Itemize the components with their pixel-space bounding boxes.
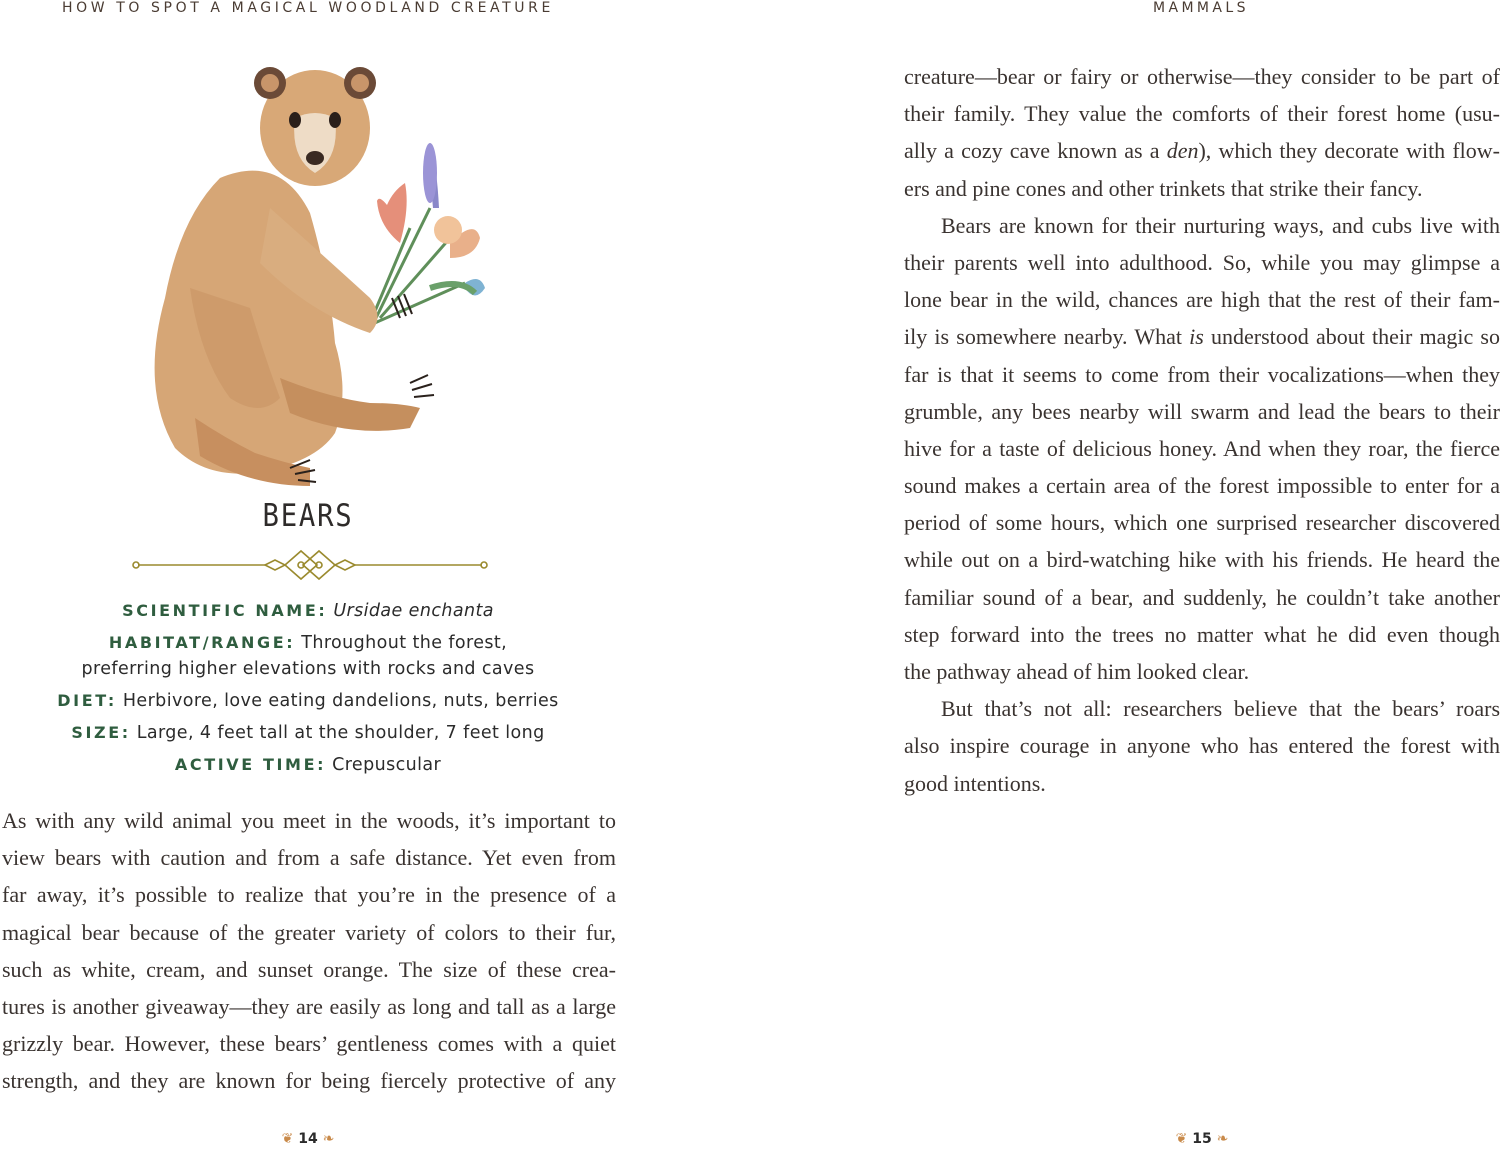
page-number: 15 — [1192, 1131, 1212, 1147]
fact-value: Crepuscular — [332, 755, 442, 775]
leaf-ornament-icon: ❧ — [1216, 1131, 1229, 1147]
fact-label: SCIENTIFIC NAME: — [122, 601, 328, 620]
running-head-right: MAMMALS — [1153, 0, 1249, 16]
fact-value: Large, 4 feet tall at the shoulder, 7 feet long — [136, 723, 545, 743]
leaf-ornament-icon: ❦ — [281, 1131, 294, 1147]
text-line: good intentions. — [904, 770, 1046, 796]
page-number-left — [278, 1131, 338, 1147]
text-line: As with any wild animal you meet in the woods, it’s important to — [2, 808, 616, 833]
fact-diet — [0, 688, 616, 714]
text-line: lone bear in the wild, chances are high that the rest of their fam- — [904, 287, 1500, 313]
page-number-right — [1172, 1131, 1232, 1147]
leaf-ornament-icon: ❧ — [322, 1131, 335, 1147]
text-line: while out on a bird-watching hike with his friends. He heard the — [904, 547, 1500, 573]
text-line: creature—bear or fairy or otherwise—they consider to be part of — [904, 64, 1500, 89]
running-head-left: HOW TO SPOT A MAGICAL WOODLAND CREATURE — [62, 0, 554, 16]
fact-value: Throughout the forest, — [301, 633, 508, 653]
text-line: their family. They value the comforts of their forest home (usu- — [904, 101, 1500, 127]
fact-label: ACTIVE TIME: — [174, 755, 327, 774]
text-line: such as white, cream, and sunset orange. The size of these crea- — [2, 956, 616, 982]
text-run: ally a cozy cave known as a — [904, 138, 1167, 164]
text-line: step forward into the trees no matter what he did even though — [904, 621, 1500, 647]
text-line — [904, 318, 1500, 355]
text-line — [904, 132, 1500, 169]
text-line: period of some hours, which one surprised researcher discovered — [904, 510, 1500, 536]
text-line: sound makes a certain area of the forest impossible to enter for a — [904, 473, 1500, 499]
text-run: ), which they decorate with flow- — [1198, 138, 1500, 164]
text-line: grumble, any bees nearby will swarm and lead the bears to their — [904, 398, 1500, 424]
fact-size — [0, 720, 616, 746]
page-number: 14 — [298, 1131, 318, 1147]
text-line: grizzly bear. However, these bears’ gentleness comes with a quiet — [2, 1031, 616, 1057]
fact-value: Herbivore, love eating dandelions, nuts, berries — [122, 691, 559, 711]
fact-label: DIET: — [57, 691, 117, 710]
text-line: far is that it seems to come from their vocalizations—when they — [904, 361, 1500, 387]
text-run: ily is somewhere nearby. What — [904, 324, 1190, 350]
text-line: magical bear because of the greater variety of colors to their fur, — [2, 919, 616, 945]
bear-illustration — [130, 58, 500, 498]
fact-value: Ursidae enchanta — [333, 601, 494, 621]
fact-scientific-name — [0, 598, 616, 624]
text-line: familiar sound of a bear, and suddenly, he couldn’t take another — [904, 584, 1500, 610]
fact-value: preferring higher elevations with rocks and caves — [81, 659, 535, 679]
ornament-divider — [130, 548, 490, 582]
fact-habitat-continued — [0, 656, 616, 682]
emphasis-text: is — [1189, 324, 1204, 350]
text-line: Bears are known for their nurturing ways, and cubs live with — [941, 212, 1500, 238]
fact-label: HABITAT/RANGE: — [108, 633, 296, 652]
text-line: But that’s not all: researchers believe that the bears’ roars — [941, 696, 1500, 722]
fact-habitat — [0, 630, 616, 656]
text-line: hive for a taste of delicious honey. And when they roar, the fierce — [904, 435, 1500, 461]
text-line: strength, and they are known for being fiercely protective of any — [2, 1068, 616, 1094]
text-line: also inspire courage in anyone who has entered the forest with — [904, 733, 1500, 759]
body-text-left — [2, 802, 616, 1100]
text-line: the pathway ahead of him looked clear. — [904, 659, 1250, 684]
fact-label: SIZE: — [71, 723, 131, 742]
body-text-right — [904, 58, 1500, 802]
text-run: understood about their magic so — [1203, 324, 1500, 350]
text-line: ers and pine cones and other trinkets that strike their fancy. — [904, 175, 1423, 201]
emphasis-text: den — [1166, 138, 1199, 164]
leaf-ornament-icon: ❦ — [1175, 1131, 1188, 1147]
text-line: their parents well into adulthood. So, while you may glimpse a — [904, 249, 1500, 275]
fact-active-time — [0, 752, 616, 778]
text-line: far away, it’s possible to realize that you’re in the presence of a — [2, 882, 616, 908]
text-line: tures is another giveaway—they are easily as long and tall as a large — [2, 993, 616, 1019]
species-title: BEARS — [262, 498, 354, 534]
text-line: view bears with caution and from a safe distance. Yet even from — [2, 845, 616, 871]
